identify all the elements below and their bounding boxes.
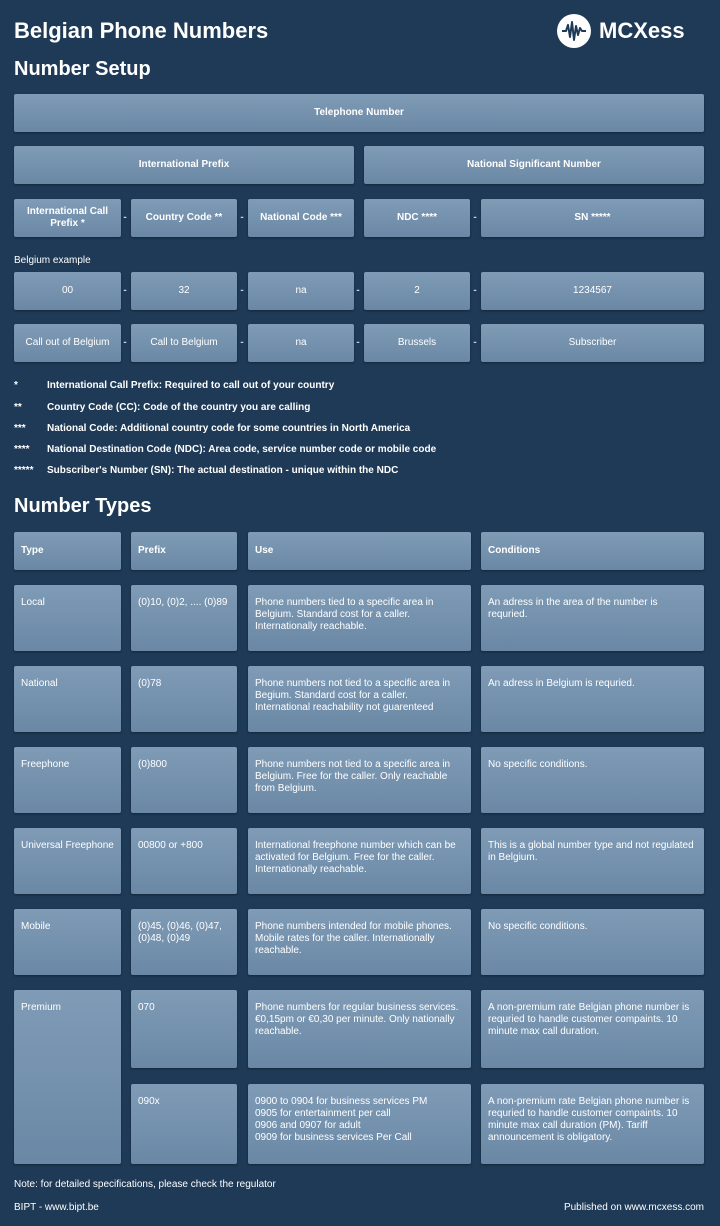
part-national-code: National Code ***	[248, 199, 354, 237]
example-value-country-code: 32	[131, 272, 237, 310]
telephone-number-box: Telephone Number	[14, 94, 704, 132]
table-cell-use: Phone numbers for regular business services. €0,15pm or €0,30 per minute. Only nationally reachable.	[248, 990, 471, 1068]
footnote-text: National Code: Additional country code for some countries in North America	[47, 423, 411, 434]
table-cell-use: Phone numbers tied to a specific area in Belgium. Standard cost for a caller. Internationally reachable.	[248, 585, 471, 651]
separator: -	[240, 212, 244, 223]
column-header-type: Type	[14, 532, 121, 570]
table-cell-conditions: A non-premium rate Belgian phone number is requried to handle customer compaints. 10 minute max call duration.	[481, 990, 704, 1068]
separator: -	[356, 285, 360, 296]
regulator-link[interactable]: BIPT - www.bipt.be	[14, 1202, 99, 1213]
example-meaning-sn: Subscriber	[481, 324, 704, 362]
separator: -	[240, 337, 244, 348]
footnote-text: Country Code (CC): Code of the country you are calling	[47, 402, 311, 413]
example-value-national-code: na	[248, 272, 354, 310]
column-header-conditions: Conditions	[481, 532, 704, 570]
column-header-prefix: Prefix	[131, 532, 237, 570]
table-cell-conditions: No specific conditions.	[481, 909, 704, 975]
table-cell-conditions: An adress in Belgium is requried.	[481, 666, 704, 732]
table-cell-conditions: An adress in the area of the number is requried.	[481, 585, 704, 651]
footer-note: Note: for detailed specifications, please check the regulator	[14, 1179, 276, 1190]
table-cell-prefix: (0)10, (0)2, .... (0)89	[131, 585, 237, 651]
table-cell-use: Phone numbers not tied to a specific area in Belgium. Free for the caller. Only reachable from Belgium.	[248, 747, 471, 813]
table-cell-conditions: No specific conditions.	[481, 747, 704, 813]
table-cell-use: International freephone number which can be activated for Belgium. Free for the caller. Internationally reachable.	[248, 828, 471, 894]
table-cell-prefix: 090x	[131, 1084, 237, 1164]
section-heading-setup: Number Setup	[14, 58, 151, 80]
separator: -	[240, 285, 244, 296]
separator: -	[356, 337, 360, 348]
footnote-text: Subscriber's Number (SN): The actual destination - unique within the NDC	[47, 465, 399, 476]
waveform-icon	[557, 14, 591, 48]
example-value-prefix: 00	[14, 272, 121, 310]
column-header-use: Use	[248, 532, 471, 570]
footnote-mark: *****	[14, 465, 34, 476]
table-cell-type: Local	[14, 585, 121, 651]
example-meaning-prefix: Call out of Belgium	[14, 324, 121, 362]
part-sn: SN *****	[481, 199, 704, 237]
table-cell-use: Phone numbers intended for mobile phones. Mobile rates for the caller. Internationally reachable.	[248, 909, 471, 975]
table-cell-prefix: 070	[131, 990, 237, 1068]
footnote-text: International Call Prefix: Required to call out of your country	[47, 380, 335, 391]
example-value-sn: 1234567	[481, 272, 704, 310]
table-cell-conditions: This is a global number type and not regulated in Belgium.	[481, 828, 704, 894]
example-meaning-national-code: na	[248, 324, 354, 362]
footnote-mark: *	[14, 380, 18, 391]
table-cell-use: 0900 to 0904 for business services PM 0905 for entertainment per call 0906 and 0907 for adult 0909 for business services Per Call	[248, 1084, 471, 1164]
international-prefix-box: International Prefix	[14, 146, 354, 184]
table-cell-prefix: (0)800	[131, 747, 237, 813]
table-cell-conditions: A non-premium rate Belgian phone number is requried to handle customer compaints. 10 minute max call duration (PM). Tariff announcement is obligatory.	[481, 1084, 704, 1164]
footnote-mark: ***	[14, 423, 26, 434]
brand-name: MCXess	[599, 18, 685, 43]
separator: -	[473, 212, 477, 223]
table-cell-type: Mobile	[14, 909, 121, 975]
table-cell-type: Universal Freephone	[14, 828, 121, 894]
table-cell-use: Phone numbers not tied to a specific area in Begium. Standard cost for a caller. International reachability not guarenteed	[248, 666, 471, 732]
separator: -	[473, 285, 477, 296]
separator: -	[123, 285, 127, 296]
table-cell-prefix: 00800 or +800	[131, 828, 237, 894]
table-cell-type: National	[14, 666, 121, 732]
brand-logo	[557, 14, 707, 48]
footnote-mark: **	[14, 402, 22, 413]
example-value-ndc: 2	[364, 272, 470, 310]
national-significant-number-box: National Significant Number	[364, 146, 704, 184]
published-link[interactable]: Published on www.mcxess.com	[563, 1202, 704, 1213]
separator: -	[123, 337, 127, 348]
table-cell-prefix: (0)45, (0)46, (0)47, (0)48, (0)49	[131, 909, 237, 975]
page-title: Belgian Phone Numbers	[14, 18, 269, 43]
footnote-mark: ****	[14, 444, 30, 455]
example-meaning-ndc: Brussels	[364, 324, 470, 362]
footnote-text: National Destination Code (NDC): Area code, service number code or mobile code	[47, 444, 437, 455]
part-ndc: NDC ****	[364, 199, 470, 237]
table-cell-type: Freephone	[14, 747, 121, 813]
separator: -	[473, 337, 477, 348]
table-cell-prefix: (0)78	[131, 666, 237, 732]
separator: -	[123, 212, 127, 223]
part-country-code: Country Code **	[131, 199, 237, 237]
example-meaning-country-code: Call to Belgium	[131, 324, 237, 362]
example-label: Belgium example	[14, 255, 91, 266]
section-heading-types: Number Types	[14, 495, 152, 517]
table-cell-type: Premium	[14, 990, 121, 1164]
part-international-call-prefix: International Call Prefix *	[14, 199, 121, 237]
